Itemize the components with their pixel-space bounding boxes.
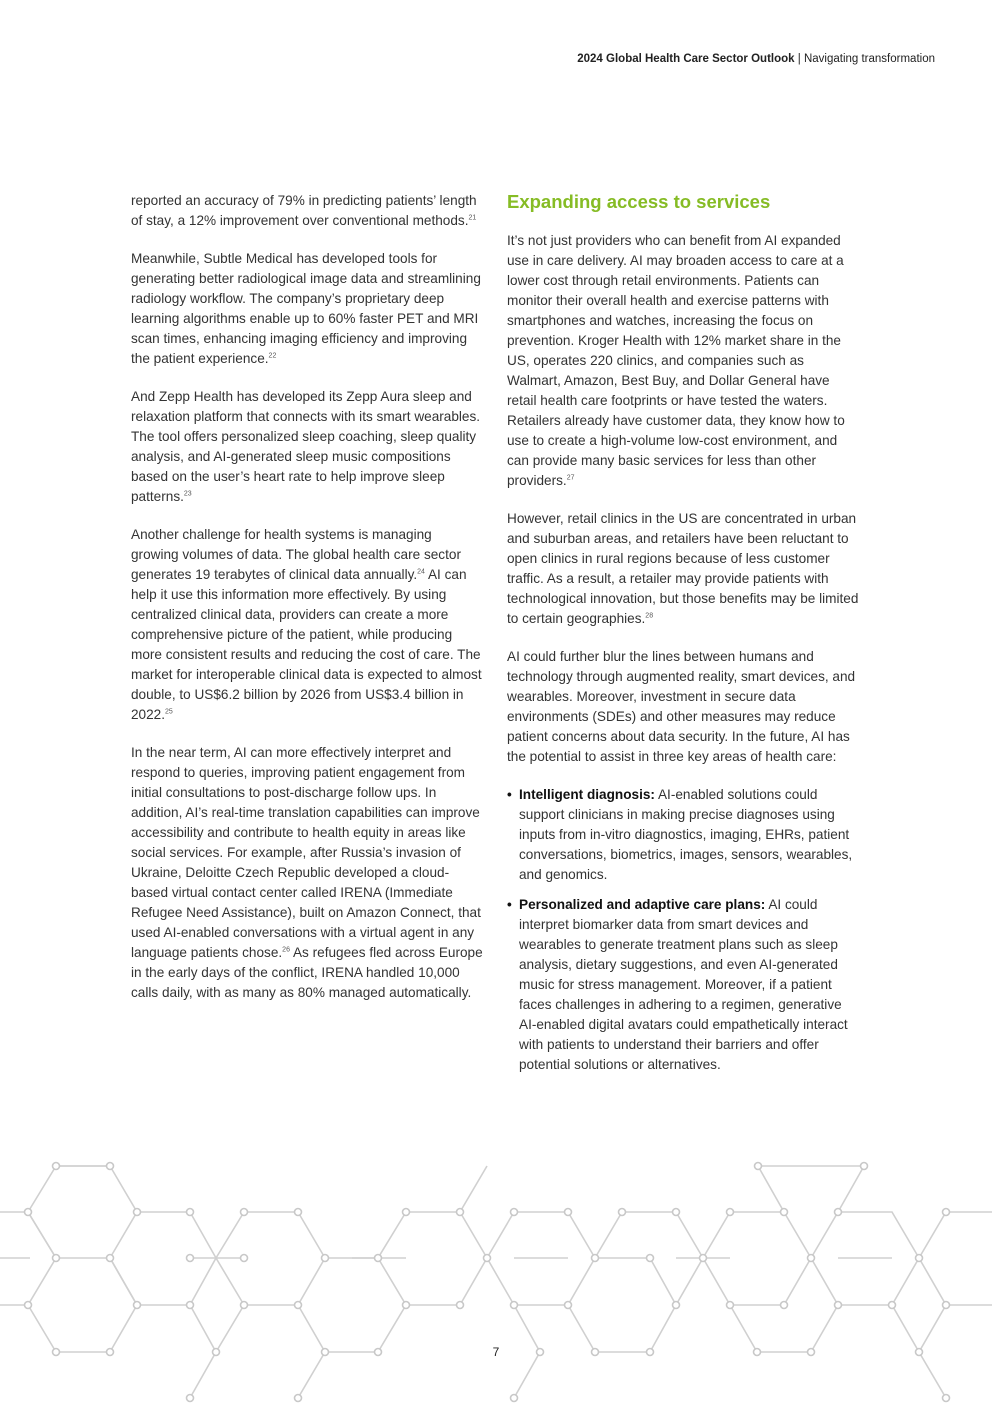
footnote-ref: 26 [282,946,290,954]
bullet-lead: Personalized and adaptive care plans: [519,897,766,912]
footnote-ref: 22 [268,352,277,360]
section-heading: Expanding access to services [507,191,771,212]
page-number: 7 [492,1345,500,1359]
header-separator: | [797,53,801,65]
body-paragraph: However, retail clinics in the US are concentrated in urban and suburban areas, and retailers have been reluctant to open clinics in rural regions because of less customer traffic. As a result, a retailer may provide patients with technological innovation, but those benefits may be limited to certain geographies.$^{28}$ [507,511,859,626]
body-paragraph: reported an accuracy of 79% in predicting patients’ length of stay, a 12% improvement over conventional methods.$^{21}$ [131,193,477,228]
document-subtitle: Navigating transformation [803,53,935,65]
body-paragraph: Another challenge for health systems is managing growing volumes of data. The global health care sector generates 19 terabytes of clinical data annually.$^{24}$ AI can help it use this information more effectively. By using centralized clinical data, providers can create a more comprehensive picture of the patient, while producing more consistent results and reducing the cost of care. The market for interoperable clinical data is expected to almost double, to US$6.2 billion by 2026 from US$3.4 billion in 2022.25 [131,527,482,722]
body-paragraph: It’s not just providers who can benefit from AI expanded use in care delivery. AI may broaden access to care at a lower cost through retail environments. Patients can monitor their overall health and exercise patterns with smartphones and watches, increasing the focus on prevention. Kroger Health with 12% market share in the US, operates 220 clinics, and companies such as Walmart, Amazon, Best Buy, and Dollar General have retail health care footprints or have tested the waters. Retailers already have customer data, they know how to use to create a high-volume low-cost environment, and can provide many basic services for less than other providers.$^{27}$ [507,233,845,488]
right-column [507,191,859,1085]
body-paragraph: AI could further blur the lines between humans and technology through augmented reality, smart devices, and wearables. Moreover, investment in secure data environments (SDEs) and other measures may reduce patient concerns about data security. In the future, AI has the potential to assist in three key areas of health care: [507,649,856,764]
list-item [507,785,859,885]
footnote-ref: 25 [165,708,173,716]
hexagon-pattern-decoration [0,1150,992,1403]
bullet-text: AI could interpret biomarker data from smart devices and wearables to generate treatment plans such as sleep analysis, dietary suggestions, and even AI-generated music for stress management. Moreover, if a patient faces challenges in adhering to a regimen, generative AI-enabled digital avatars could empathetically interact with patients to understand their barriers and offer potential solutions or alternatives. [519,897,848,1072]
list-item [507,895,859,1075]
footnote-ref: 27 [566,474,575,482]
bullet-list [507,785,859,1075]
footnote-ref: 24 [417,568,425,576]
body-paragraph: And Zepp Health has developed its Zepp Aura sleep and relaxation platform that connects with its smart wearables. The tool offers personalized sleep coaching, sleep quality analysis, and AI-generated sleep music compositions based on the user’s heart rate to help improve sleep patterns.$^{23}$ [131,389,481,504]
running-header [577,53,935,65]
left-column [131,191,483,1021]
bullet-lead: Intelligent diagnosis: [519,787,655,802]
footnote-ref: 21 [468,214,477,222]
footnote-ref: 23 [183,490,192,498]
bullet-icon: • [507,897,512,912]
footnote-ref: 28 [645,612,654,620]
bullet-icon: • [507,787,512,802]
document-title: 2024 Global Health Care Sector Outlook [577,53,795,65]
body-paragraph: In the near term, AI can more effectively interpret and respond to queries, improving patient engagement from initial consultations to post-discharge follow ups. In addition, AI’s real-time translation capabilities can improve accessibility and contribute to health equity in areas like social services. For example, after Russia’s invasion of Ukraine, Deloitte Czech Republic developed a cloud-based virtual contact center called IRENA (Immediate Refugee Need Assistance), built on Amazon Connect, that used AI-enabled conversations with a virtual agent in any language patients chose.$^{26}$ As refugees fled across Europe in the early days of the conflict, IRENA handled 10,000 calls daily, with as many as 80% managed automatically. [131,745,483,1000]
body-paragraph: Meanwhile, Subtle Medical has developed tools for generating better radiological image data and streamlining radiology workflow. The company’s proprietary deep learning algorithms enable up to 60% faster PET and MRI scan times, enhancing imaging efficiency and improving the patient experience.$^{22}$ [131,251,481,366]
bullet-text: AI-enabled solutions could support clinicians in making precise diagnoses using inputs from in-vitro diagnostics, imaging, EHRs, patient conversations, biometrics, images, sensors, wearables, and genomics. [519,787,853,882]
